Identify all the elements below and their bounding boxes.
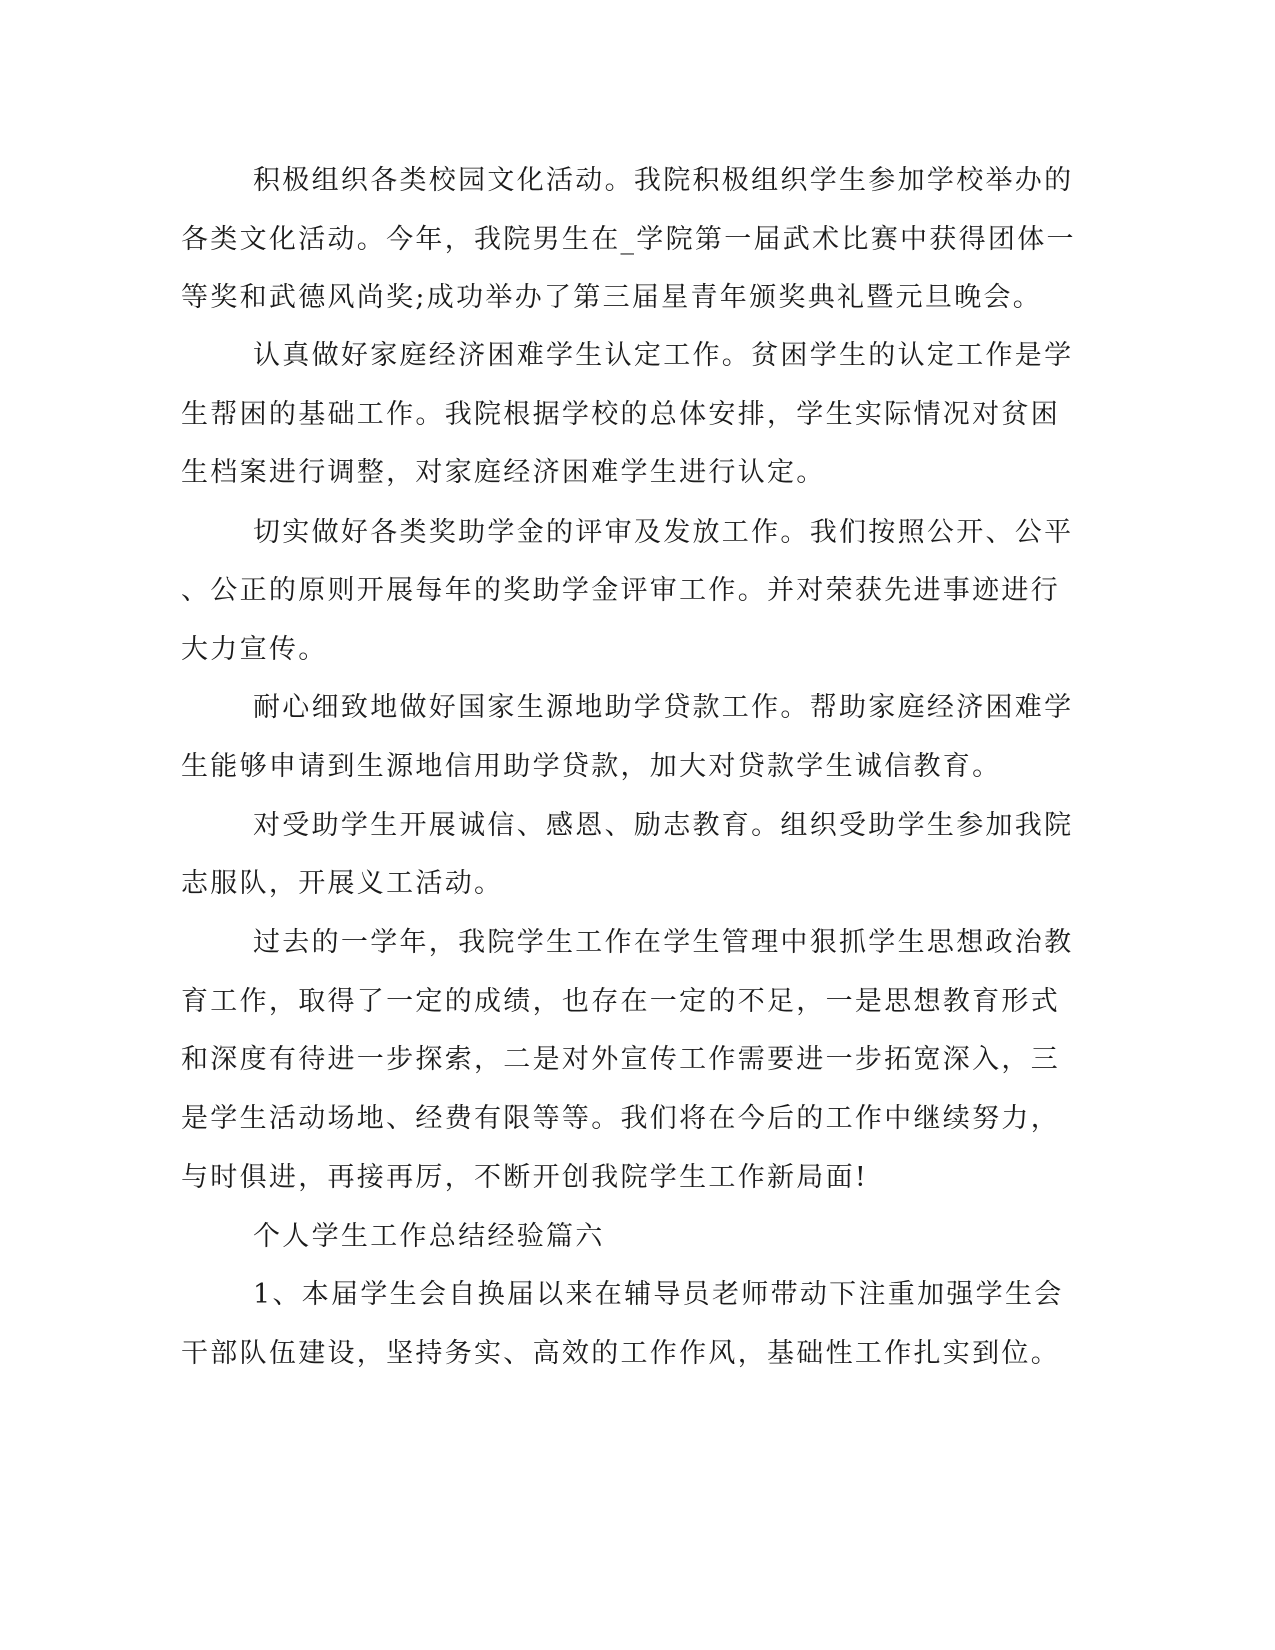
paragraph-1-line-3: 等奖和武德风尚奖;成功举办了第三届星青年颁奖典礼暨元旦晚会。 [181, 282, 1043, 313]
paragraph-3-line-3: 大力宣传。 [181, 634, 328, 665]
paragraph-6-line-5: 与时俱进，再接再厉，不断开创我院学生工作新局面! [181, 1162, 869, 1193]
paragraph-5-line-1: 对受助学生开展诚信、感恩、励志教育。组织受助学生参加我院 [253, 810, 1074, 841]
paragraph-2-line-1: 认真做好家庭经济困难学生认定工作。贫困学生的认定工作是学 [253, 340, 1074, 371]
paragraph-1-line-1: 积极组织各类校园文化活动。我院积极组织学生参加学校举办的 [253, 165, 1074, 196]
paragraph-6-line-1: 过去的一学年，我院学生工作在学生管理中狠抓学生思想政治教 [253, 927, 1074, 958]
paragraph-3-line-1: 切实做好各类奖助学金的评审及发放工作。我们按照公开、公平 [253, 517, 1074, 548]
paragraph-3-line-2: 、公正的原则开展每年的奖助学金评审工作。并对荣获先进事迹进行 [181, 575, 1060, 606]
paragraph-6-line-2: 育工作，取得了一定的成绩，也存在一定的不足，一是思想教育形式 [181, 986, 1060, 1017]
paragraph-7-line-2: 干部队伍建设，坚持务实、高效的工作作风，基础性工作扎实到位。 [181, 1338, 1060, 1369]
paragraph-2-line-2: 生帮困的基础工作。我院根据学校的总体安排，学生实际情况对贫困 [181, 399, 1060, 430]
paragraph-6-line-4: 是学生活动场地、经费有限等等。我们将在今后的工作中继续努力， [181, 1103, 1060, 1134]
paragraph-7-line-1: 1、本届学生会自换届以来在辅导员老师带动下注重加强学生会 [253, 1279, 1064, 1310]
paragraph-2-line-3: 生档案进行调整，对家庭经济困难学生进行认定。 [181, 457, 826, 488]
paragraph-4-line-2: 生能够申请到生源地信用助学贷款，加大对贷款学生诚信教育。 [181, 751, 1002, 782]
paragraph-1-line-2: 各类文化活动。今年，我院男生在_学院第一届武术比赛中获得团体一 [181, 224, 1076, 255]
paragraph-4-line-1: 耐心细致地做好国家生源地助学贷款工作。帮助家庭经济困难学 [253, 692, 1074, 723]
section-heading: 个人学生工作总结经验篇六 [253, 1221, 605, 1252]
paragraph-6-line-3: 和深度有待进一步探索，二是对外宣传工作需要进一步拓宽深入，三 [181, 1044, 1060, 1075]
paragraph-5-line-2: 志服队，开展义工活动。 [181, 868, 504, 899]
